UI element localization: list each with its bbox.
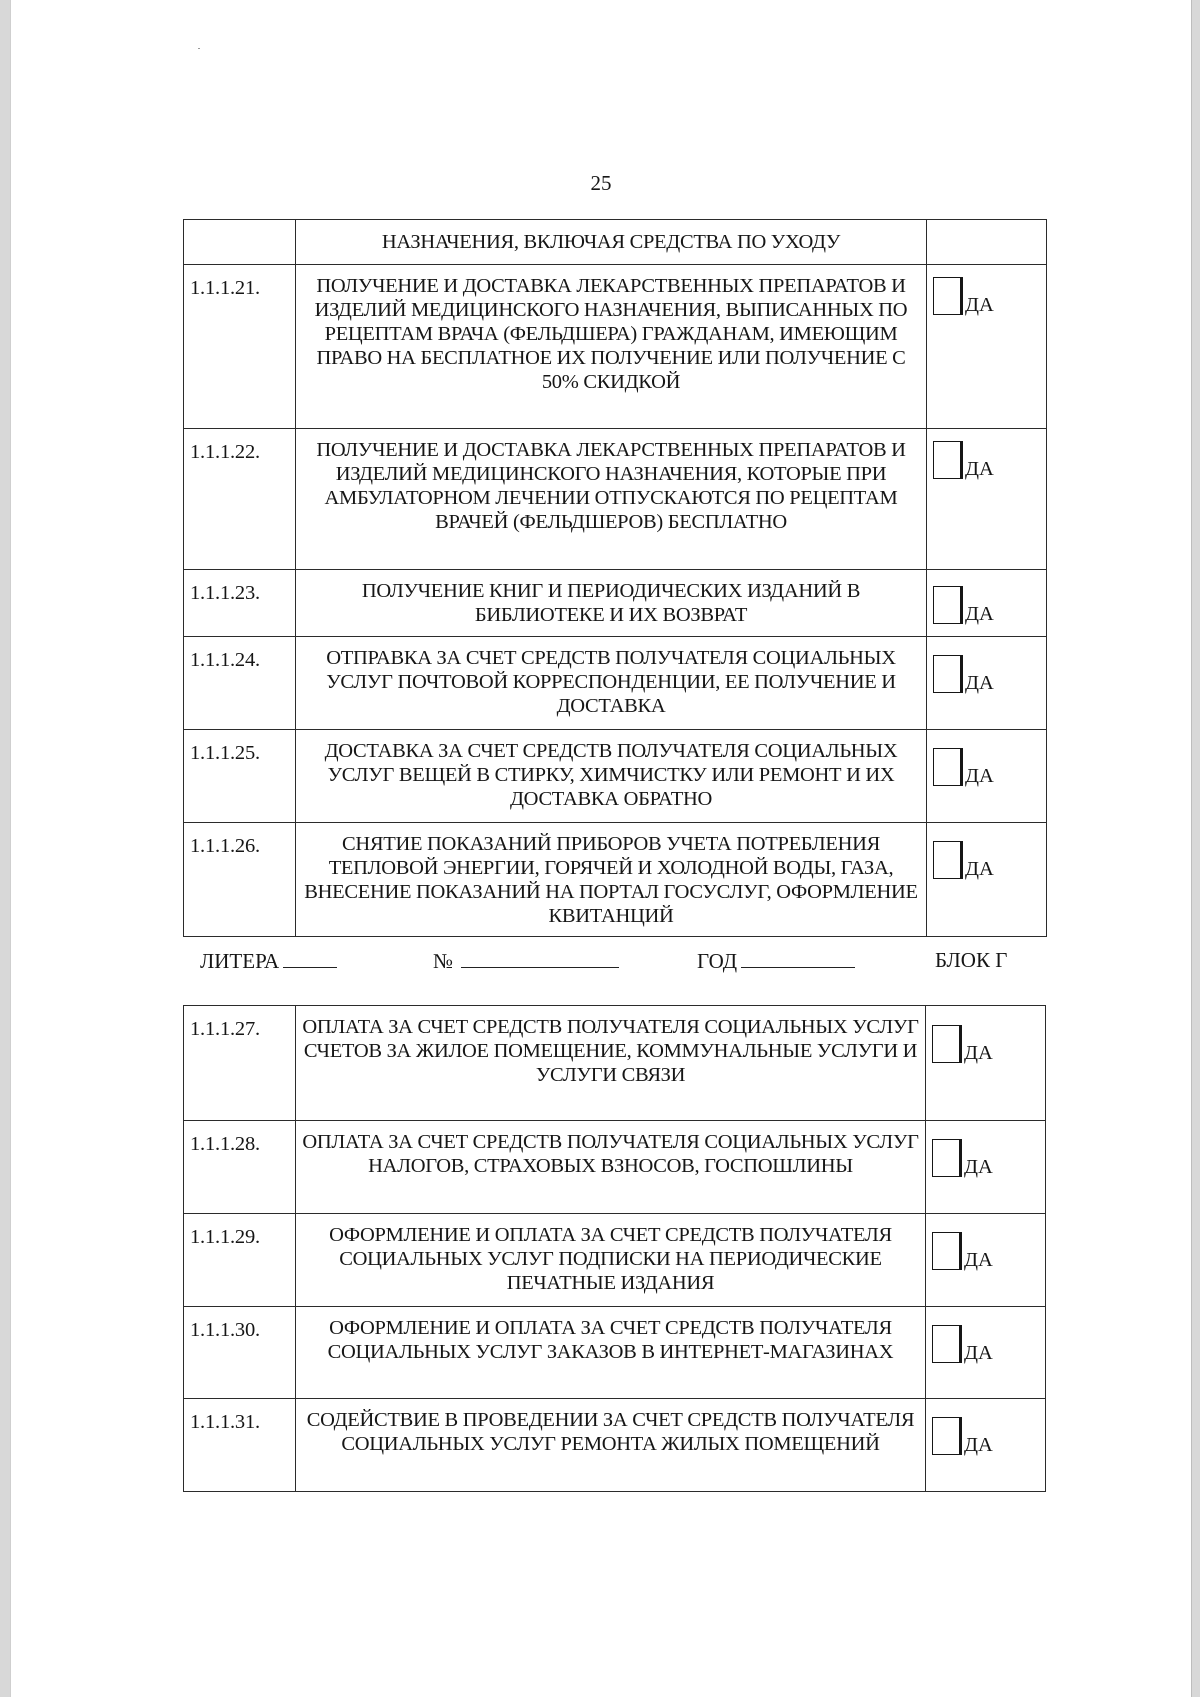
row-description: ПОЛУЧЕНИЕ КНИГ И ПЕРИОДИЧЕСКИХ ИЗДАНИЙ В БИБЛИОТЕКЕ И ИХ ВОЗВРАТ <box>296 570 927 637</box>
yes-checkbox[interactable] <box>932 1139 962 1177</box>
yes-label: ДА <box>964 1342 993 1364</box>
year-blank[interactable] <box>741 947 855 968</box>
table-row <box>184 1214 1046 1307</box>
record-info-line <box>200 947 1020 973</box>
services-table-1 <box>183 219 1047 937</box>
row-number: 1.1.1.21. <box>184 265 296 429</box>
row-description: СОДЕЙСТВИЕ В ПРОВЕДЕНИИ ЗА СЧЕТ СРЕДСТВ ПОЛУЧАТЕЛЯ СОЦИАЛЬНЫХ УСЛУГ РЕМОНТА ЖИЛЫХ ПОМЕЩЕНИЙ <box>296 1399 926 1492</box>
yes-label: ДА <box>964 1156 993 1178</box>
row-description: ДОСТАВКА ЗА СЧЕТ СРЕДСТВ ПОЛУЧАТЕЛЯ СОЦИАЛЬНЫХ УСЛУГ ВЕЩЕЙ В СТИРКУ, ХИМЧИСТКУ ИЛИ РЕМОНТ И ИХ ДОСТАВКА ОБРАТНО <box>296 730 927 823</box>
table-row <box>184 1121 1046 1214</box>
table-row <box>184 1399 1046 1492</box>
row-number: 1.1.1.27. <box>184 1006 296 1121</box>
yes-label: ДА <box>965 458 994 480</box>
row-check-cell <box>926 1307 1046 1399</box>
table-row <box>184 265 1047 429</box>
yes-label: ДА <box>965 672 994 694</box>
yes-checkbox[interactable] <box>932 1325 962 1363</box>
yes-label: ДА <box>964 1042 993 1064</box>
yes-label: ДА <box>965 294 994 316</box>
row-description: ОПЛАТА ЗА СЧЕТ СРЕДСТВ ПОЛУЧАТЕЛЯ СОЦИАЛЬНЫХ УСЛУГ НАЛОГОВ, СТРАХОВЫХ ВЗНОСОВ, ГОСПОШЛИНЫ <box>296 1121 926 1214</box>
row-check-cell <box>926 1006 1046 1121</box>
yes-checkbox[interactable] <box>933 277 963 315</box>
row-description: ОФОРМЛЕНИЕ И ОПЛАТА ЗА СЧЕТ СРЕДСТВ ПОЛУЧАТЕЛЯ СОЦИАЛЬНЫХ УСЛУГ ПОДПИСКИ НА ПЕРИОДИЧЕСКИЕ ПЕЧАТНЫЕ ИЗДАНИЯ <box>296 1214 926 1307</box>
row-check-cell <box>927 637 1047 730</box>
yes-checkbox[interactable] <box>933 586 963 624</box>
row-description: СНЯТИЕ ПОКАЗАНИЙ ПРИБОРОВ УЧЕТА ПОТРЕБЛЕНИЯ ТЕПЛОВОЙ ЭНЕРГИИ, ГОРЯЧЕЙ И ХОЛОДНОЙ ВОДЫ, ГАЗА, ВНЕСЕНИЕ ПОКАЗАНИЙ НА ПОРТАЛ ГОСУСЛУГ, ОФОРМЛЕНИЕ КВИТАНЦИЙ <box>296 823 927 937</box>
yes-checkbox[interactable] <box>932 1417 962 1455</box>
row-check-cell <box>927 429 1047 570</box>
row-description: ОФОРМЛЕНИЕ И ОПЛАТА ЗА СЧЕТ СРЕДСТВ ПОЛУЧАТЕЛЯ СОЦИАЛЬНЫХ УСЛУГ ЗАКАЗОВ В ИНТЕРНЕТ-МАГАЗИНАХ <box>296 1307 926 1399</box>
document-page <box>10 0 1192 1697</box>
block-label: БЛОК Г <box>935 948 1008 972</box>
row-number: 1.1.1.25. <box>184 730 296 823</box>
year-field <box>697 947 855 974</box>
row-check-cell <box>927 265 1047 429</box>
scan-speck <box>198 48 200 49</box>
table-row <box>184 637 1047 730</box>
row-number: 1.1.1.22. <box>184 429 296 570</box>
yes-checkbox[interactable] <box>933 841 963 879</box>
table-header-row <box>184 220 1047 265</box>
row-check-cell <box>926 1214 1046 1307</box>
yes-checkbox[interactable] <box>932 1025 962 1063</box>
header-check-cell <box>927 220 1047 265</box>
table-row <box>184 429 1047 570</box>
number-field <box>433 947 619 974</box>
row-check-cell <box>927 823 1047 937</box>
yes-checkbox[interactable] <box>933 655 963 693</box>
yes-checkbox[interactable] <box>933 441 963 479</box>
row-check-cell <box>926 1121 1046 1214</box>
table-row <box>184 823 1047 937</box>
row-number: 1.1.1.26. <box>184 823 296 937</box>
number-label: № <box>433 949 454 973</box>
litera-blank[interactable] <box>283 947 337 968</box>
row-number: 1.1.1.31. <box>184 1399 296 1492</box>
row-description: ПОЛУЧЕНИЕ И ДОСТАВКА ЛЕКАРСТВЕННЫХ ПРЕПАРАТОВ И ИЗДЕЛИЙ МЕДИЦИНСКОГО НАЗНАЧЕНИЯ, КОТОРЫЕ ПРИ АМБУЛАТОРНОМ ЛЕЧЕНИИ ОТПУСКАЮТСЯ ПО РЕЦЕПТАМ ВРАЧЕЙ (ФЕЛЬДШЕРОВ) БЕСПЛАТНО <box>296 429 927 570</box>
table-row <box>184 1006 1046 1121</box>
row-number: 1.1.1.28. <box>184 1121 296 1214</box>
row-number: 1.1.1.29. <box>184 1214 296 1307</box>
header-num-cell <box>184 220 296 265</box>
yes-checkbox[interactable] <box>932 1232 962 1270</box>
yes-label: ДА <box>964 1249 993 1271</box>
page-number: 25 <box>590 171 612 195</box>
header-text: НАЗНАЧЕНИЯ, ВКЛЮЧАЯ СРЕДСТВА ПО УХОДУ <box>296 220 927 265</box>
litera-label: ЛИТЕРА <box>200 949 280 973</box>
row-description: ОТПРАВКА ЗА СЧЕТ СРЕДСТВ ПОЛУЧАТЕЛЯ СОЦИАЛЬНЫХ УСЛУГ ПОЧТОВОЙ КОРРЕСПОНДЕНЦИИ, ЕЕ ПОЛУЧЕНИЕ И ДОСТАВКА <box>296 637 927 730</box>
yes-label: ДА <box>964 1434 993 1456</box>
services-table-2 <box>183 1005 1046 1492</box>
yes-checkbox[interactable] <box>933 748 963 786</box>
row-number: 1.1.1.23. <box>184 570 296 637</box>
table-row <box>184 570 1047 637</box>
year-label: ГОД <box>697 949 738 973</box>
yes-label: ДА <box>965 603 994 625</box>
row-check-cell <box>927 730 1047 823</box>
table-row <box>184 1307 1046 1399</box>
number-blank[interactable] <box>461 947 619 968</box>
row-description: ОПЛАТА ЗА СЧЕТ СРЕДСТВ ПОЛУЧАТЕЛЯ СОЦИАЛЬНЫХ УСЛУГ СЧЕТОВ ЗА ЖИЛОЕ ПОМЕЩЕНИЕ, КОММУНАЛЬНЫЕ УСЛУГИ И УСЛУГИ СВЯЗИ <box>296 1006 926 1121</box>
row-check-cell <box>926 1399 1046 1492</box>
litera-field <box>200 947 337 974</box>
row-description: ПОЛУЧЕНИЕ И ДОСТАВКА ЛЕКАРСТВЕННЫХ ПРЕПАРАТОВ И ИЗДЕЛИЙ МЕДИЦИНСКОГО НАЗНАЧЕНИЯ, ВЫПИСАННЫХ ПО РЕЦЕПТАМ ВРАЧА (ФЕЛЬДШЕРА) ГРАЖДАНАМ, ИМЕЮЩИМ ПРАВО НА БЕСПЛАТНОЕ ИХ ПОЛУЧЕНИЕ ИЛИ ПОЛУЧЕНИЕ С 50% СКИДКОЙ <box>296 265 927 429</box>
yes-label: ДА <box>965 765 994 787</box>
row-number: 1.1.1.24. <box>184 637 296 730</box>
table-row <box>184 730 1047 823</box>
row-check-cell <box>927 570 1047 637</box>
row-number: 1.1.1.30. <box>184 1307 296 1399</box>
yes-label: ДА <box>965 858 994 880</box>
